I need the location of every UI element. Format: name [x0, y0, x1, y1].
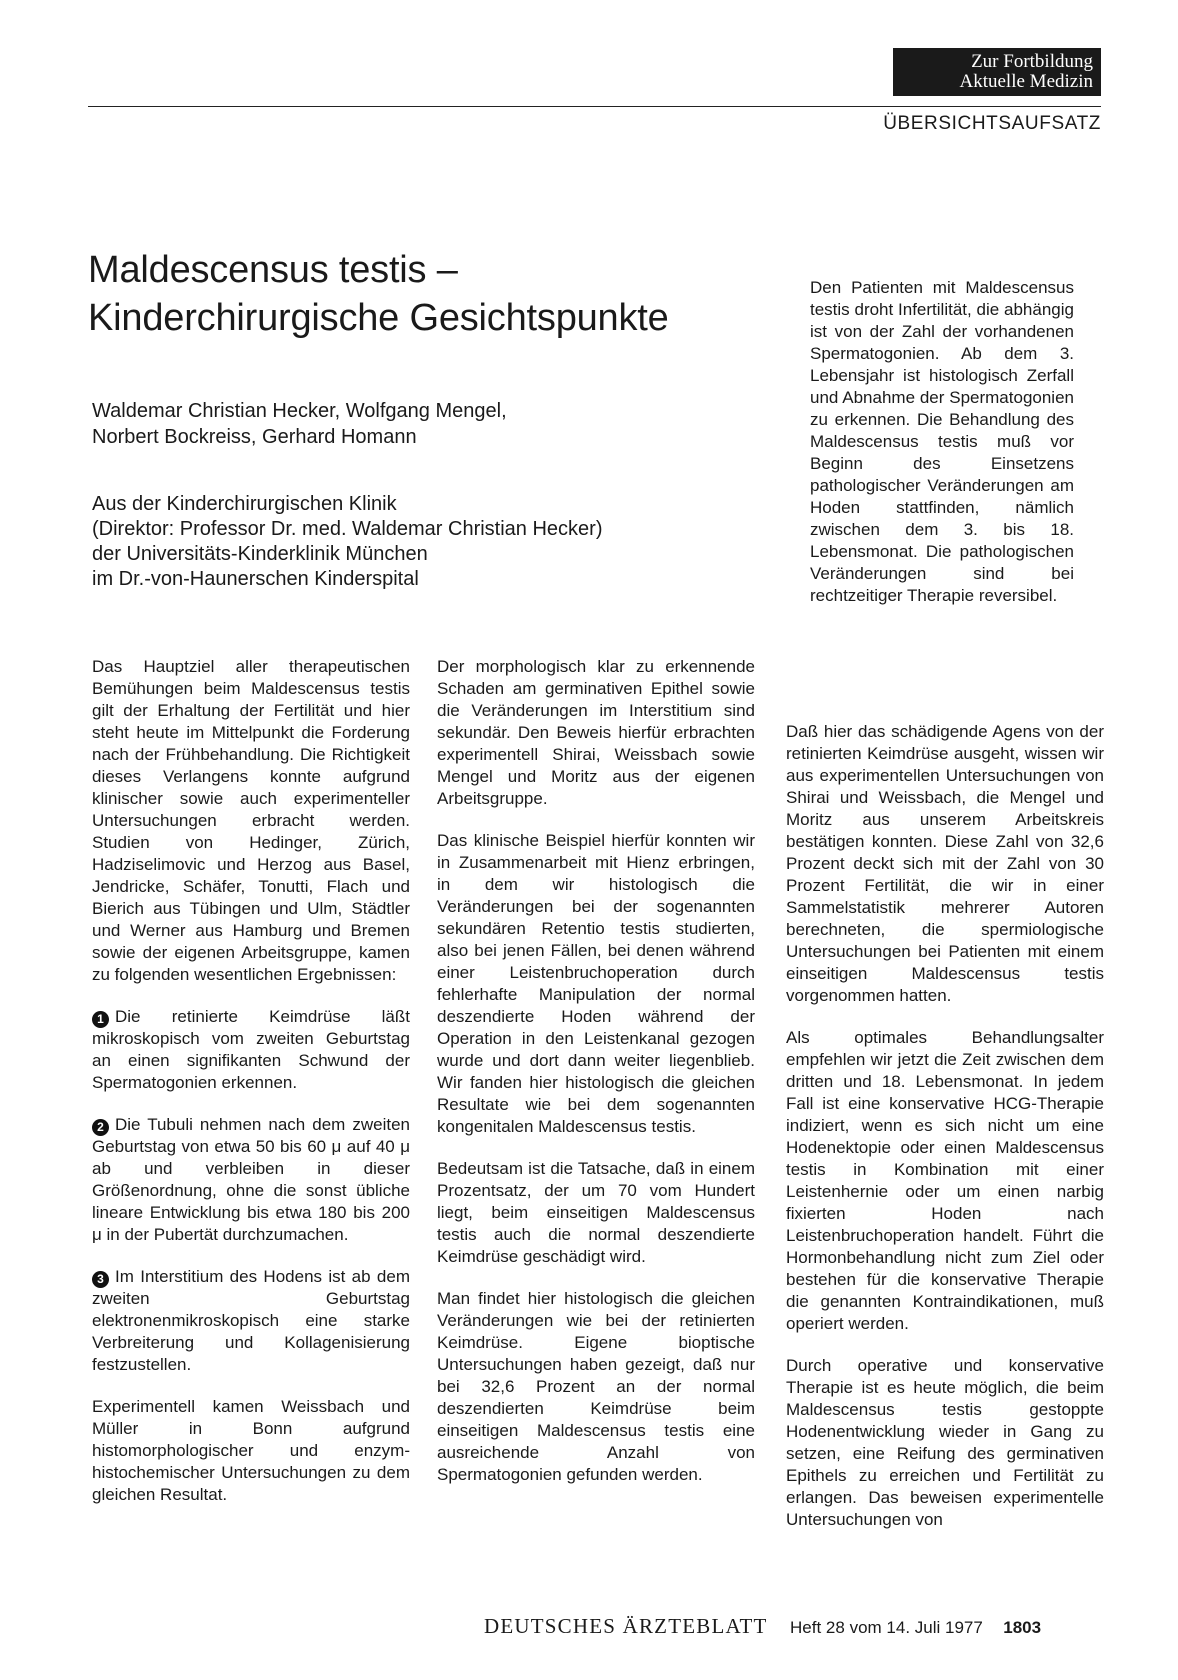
section-label-box [893, 48, 1101, 96]
article-title [88, 246, 778, 342]
paragraph: Daß hier das schädigende Agens von der retinierten Keimdrüse ausgeht, wissen wir aus experimentellen Untersuchungen von Shirai und Weissbach, die Mengel und Moritz aus unserem Arbeitskreis bestätigen konnten. Diese Zahl von 32,6 Prozent deckt sich mit der Zahl von 30 Prozent Fertilität, die wir in einer Sammelstatistik mehrerer Autoren berechneten, die spermiologische Untersuchungen bei Patienten mit einem einseitigen Maldescensus testis vorgenommen hatten. [786, 722, 1104, 1005]
affiliation-line: der Universitäts-Kinderklinik München [92, 543, 428, 565]
paragraph: Der morphologisch klar zu erkennende Schaden am germinativen Epithel sowie die Veränderungen im Interstitium sind sekundär. Den Beweis hierfür erbrachten experimentell Shirai, Weissbach sowie Mengel und Moritz aus der eigenen Arbeitsgruppe. [437, 657, 755, 808]
issue-info: Heft 28 vom 14. Juli 1977 [790, 1618, 983, 1637]
authors-line2: Norbert Bockreiss, Gerhard Homann [92, 426, 417, 448]
title-line2: Kinderchirurgische Gesichtspunkte [88, 297, 669, 339]
paragraph: Man findet hier histologisch die gleichen Veränderungen wie bei der retinierten Keimdrüse. Eigene bioptische Untersuchungen haben gezeigt, daß nur bei 32,6 Prozent an der normal deszendierten Keimdrüse beim einseitigen Maldescensus testis eine ausreichende Anzahl von Spermatogonien gefunden werden. [437, 1289, 755, 1484]
page-number: 1803 [1003, 1618, 1042, 1637]
article-type-label: ÜBERSICHTSAUFSATZ [883, 113, 1101, 134]
summary-abstract: Den Patienten mit Maldescensus testis droht Infertilität, die abhängig ist von der Zahl der vorhandenen Spermatogonien. Ab dem 3. Lebensjahr ist histologisch Zerfall und Abnahme der Spermatogonien zu erkennen. Die Behandlung des Maldescensus testis muß vor Beginn des Einsetzens pathologischer Veränderungen am Hoden stattfinden, nämlich zwischen dem 3. bis 18. Lebensmonat. Die pathologischen Veränderungen sind bei rechtzeitiger Therapie reversibel. [810, 278, 1074, 605]
paragraph: Durch operative und konservative Therapie ist es heute möglich, die beim Maldescensus testis gestoppte Hodenentwicklung wieder in Gang zu setzen, eine Reifung des germinativen Epithels zu erreichen und Fertilität zu erlangen. Das beweisen experimentelle Untersuchungen von [786, 1356, 1104, 1529]
title-line1: Maldescensus testis – [88, 249, 458, 291]
page-footer [484, 1614, 1104, 1639]
author-list [92, 398, 507, 450]
numbered-point [92, 1006, 410, 1094]
body-column-3 [786, 721, 1104, 1551]
affiliation-line: (Direktor: Professor Dr. med. Waldemar Christian Hecker) [92, 518, 603, 540]
affiliation [92, 492, 603, 592]
affiliation-line: Aus der Kinderchirurgischen Klinik [92, 493, 397, 515]
numbered-point [92, 1266, 410, 1376]
section-label-line2: Aktuelle Medizin [959, 71, 1093, 92]
point-text: Die Tubuli nehmen nach dem zweiten Geburtstag von etwa 50 bis 60 μ auf 40 μ ab und verbleiben in dieser Größenordnung, ohne die sonst übliche lineare Entwicklung bis etwa 180 bis 200 μ in der Pubertät durchzumachen. [92, 1115, 410, 1244]
paragraph: Experimentell kamen Weissbach und Müller in Bonn aufgrund histomorphologischer und enzym-histochemischer Untersuchungen zu dem gleichen Resultat. [92, 1397, 410, 1504]
paragraph: Bedeutsam ist die Tatsache, daß in einem Prozentsatz, der um 70 vom Hundert liegt, beim einseitigen Maldescensus testis auch die normal deszendierte Keimdrüse geschädigt wird. [437, 1159, 755, 1266]
authors-line1: Waldemar Christian Hecker, Wolfgang Mengel, [92, 400, 507, 422]
point-text: Die retinierte Keimdrüse läßt mikroskopisch vom zweiten Geburtstag an einen signifikanten Schwund der Spermatogonien erkennen. [92, 1007, 410, 1092]
paragraph: Das Hauptziel aller therapeutischen Bemühungen beim Maldescensus testis gilt der Erhaltung der Fertilität und hier steht heute im Mittelpunkt die Forderung nach der Frühbehandlung. Die Richtigkeit dieses Verlangens konnte aufgrund klinischer sowie auch experimenteller Untersuchungen erbracht werden. Studien von Hedinger, Zürich, Hadziselimovic und Herzog aus Basel, Jendricke, Schäfer, Tonutti, Flach und Bierich aus Tübingen und Ulm, Städtler und Werner aus Hamburg und Bremen sowie der eigenen Arbeitsgruppe, kamen zu folgenden wesentlichen Ergebnissen: [92, 657, 410, 984]
section-label-line1: Zur Fortbildung [971, 51, 1093, 72]
header-rule [88, 106, 1101, 107]
point-text: Im Interstitium des Hodens ist ab dem zweiten Geburtstag elektronenmikroskopisch eine starke Verbreiterung und Kollagenisierung festzustellen. [92, 1267, 410, 1374]
body-column-1 [92, 656, 410, 1526]
paragraph: Das klinische Beispiel hierfür konnten wir in Zusammenarbeit mit Hienz erbringen, in dem wir histologisch die Veränderungen bei der sogenannten sekundären Retentio testis studierten, also bei jenen Fällen, bei denen während einer Leistenbruchoperation durch fehlerhafte Manipulation der normal deszendierte Hoden während der Operation in den Leistenkanal gezogen wurde und dort dann weiter liegenblieb. Wir fanden hier histologisch die gleichen Resultate wie bei dem sogenannten kongenitalen Maldescensus testis. [437, 831, 755, 1136]
body-column-2 [437, 656, 755, 1506]
number-bullet: 1 [92, 1011, 109, 1028]
number-bullet: 2 [92, 1119, 109, 1136]
affiliation-line: im Dr.-von-Haunerschen Kinderspital [92, 568, 419, 590]
paragraph: Als optimales Behandlungsalter empfehlen wir jetzt die Zeit zwischen dem dritten und 18. Lebensmonat. In jedem Fall ist eine konservative HCG-Therapie indiziert, wenn es sich nicht um eine Hodenektopie oder einen Maldescensus testis in Kombination mit einer Leistenhernie oder um einen narbig fixierten Hoden nach Leistenbruchoperation handelt. Führt die Hormonbehandlung nicht zum Ziel oder bestehen für die konservative Therapie die genannten Kontraindikationen, muß operiert werden. [786, 1028, 1104, 1333]
number-bullet: 3 [92, 1271, 109, 1288]
journal-name: DEUTSCHES ÄRZTEBLATT [484, 1614, 768, 1638]
numbered-point [92, 1114, 410, 1246]
